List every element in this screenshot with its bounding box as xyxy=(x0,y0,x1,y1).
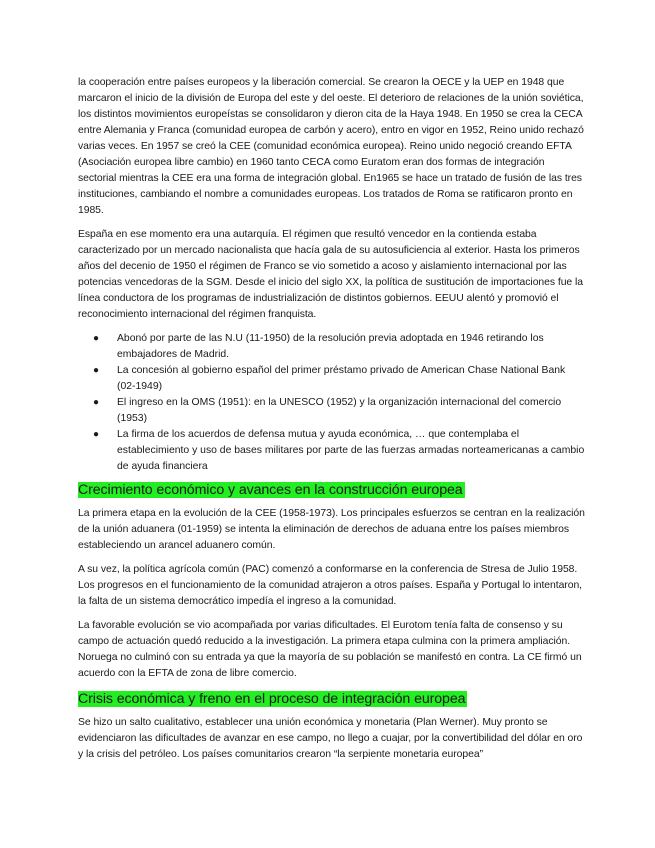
list-item-text: La concesión al gobierno español del primer préstamo privado de American Chase National Bank (02-1949) xyxy=(117,365,566,392)
bullet-list xyxy=(78,331,585,475)
list-item xyxy=(93,363,585,395)
section1-paragraph-2: A su vez, la política agrícola común (PAC) comenzó a conformarse en la conferencia de Stresa de Julio 1958. Los progresos en el funcionamiento de la comunidad atrajeron a otros países. España y Portugal lo intentaron, la falta de un sistema democrático impedía el ingreso a la comunidad. xyxy=(78,564,583,607)
list-item-text: Abonó por parte de las N.U (11-1950) de la resolución previa adoptada en 1946 retirando los embajadores de Madrid. xyxy=(117,333,544,360)
section1-paragraph-1: La primera etapa en la evolución de la CEE (1958-1973). Los principales esfuerzos se centran en la realización de la unión aduanera (01-1959) se intenta la eliminación de derechos de aduana entre los países miembros estableciendo un arancel aduanero común. xyxy=(78,508,585,551)
section-heading-growth-text: Crecimiento económico y avances en la construcción europea xyxy=(78,482,463,498)
section-heading-crisis xyxy=(78,690,585,709)
bullet-icon: ● xyxy=(93,333,100,344)
bullet-icon: ● xyxy=(93,397,100,408)
intro-paragraph-2: España en ese momento era una autarquía. El régimen que resultó vencedor en la contienda estaba caracterizado por un mercado nacionalista que hacía gala de su autosuficiencia al exterior. Hasta los primeros años del decenio de 1950 el régimen de Franco se vio sometido a acoso y aislamiento internacional por las potencias vencedoras de la SGM. Desde el inicio del siglo XX, la política de sustitución de importaciones fue la línea conductora de los programas de industrialización de distintos gobiernos. EEUU alentó y promovió el reconocimiento internacional del régimen franquista. xyxy=(78,229,583,320)
section-heading-growth xyxy=(78,481,585,500)
bullet-icon: ● xyxy=(93,429,100,440)
list-item xyxy=(93,395,585,427)
list-item xyxy=(93,331,585,363)
intro-paragraph-1: la cooperación entre países europeos y la liberación comercial. Se crearon la OECE y la UEP en 1948 que marcaron el inicio de la división de Europa del este y del oeste. El deterioro de relaciones de la unión soviética, los distintos movimientos europeístas se consolidaron y dieron cita de la Haya 1948. En 1950 se crea la CECA entre Alemania y Franca (comunidad europea de carbón y acero), entro en vigor en 1952, Reino unido rechazó varias veces. En 1957 se creó la CEE (comunidad económica europea). Reino unido negoció creando EFTA (Asociación europea libre cambio) en 1960 tanto CECA como Euratom eran dos formas de integración sectorial mientras la CEE era una forma de integración global. En1965 se hace un tratado de fusión de las tres instituciones, cambiando el nombre a comunidades europeas. Los tratados de Roma se ratificaron pronto en 1985. xyxy=(78,77,584,216)
list-item-text: La firma de los acuerdos de defensa mutua y ayuda económica, … que contemplaba el establecimiento y uso de bases militares por parte de las fuerzas armadas norteamericanas a cambio de ayuda financiera xyxy=(117,429,585,472)
bullet-icon: ● xyxy=(93,365,100,376)
list-item xyxy=(93,427,585,475)
section2-paragraph-1: Se hizo un salto cualitativo, establecer una unión económica y monetaria (Plan Werner). Muy pronto se evidenciaron las dificultades de avanzar en ese campo, no llego a cuajar, por la convertibilidad del dólar en oro y la crisis del petróleo. Los países comunitarios crearon “la serpiente monetaria europea” xyxy=(78,717,583,760)
list-item-text: El ingreso en la OMS (1951): en la UNESCO (1952) y la organización internacional del comercio (1953) xyxy=(117,397,562,424)
section-heading-crisis-text: Crisis económica y freno en el proceso de integración europea xyxy=(78,691,466,707)
section1-paragraph-3: La favorable evolución se vio acompañada por varias dificultades. El Eurotom tenía falta de consenso y su campo de actuación quedó reducido a la investigación. La primera etapa culmina con la primera ampliación. Noruega no culminó con su entrada ya que la mayoría de su población se manifestó en contra. La CE firmó un acuerdo con la EFTA de zona de libre comercio. xyxy=(78,620,582,679)
